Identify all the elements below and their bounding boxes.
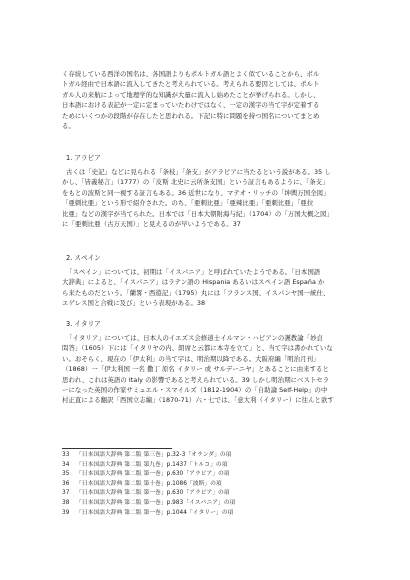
footnote [62,500,354,507]
body-text-line: 日本語における表記が一定に定まっていたわけではなく、一定の漢字の当て字が定着する [62,101,320,110]
body-text-line: かし、「皆義秘言」（1777）の「皮斯 北史に云所条支国」という証言もあるように、「条支」 [62,178,329,187]
body-text-line: い。おそらく、現在の「伊太利」の当て字は、明治期以降である。大阪府編「明治月刊」 [62,354,320,363]
footnote-number: 37 [62,490,70,497]
body-text-line: 問答」（1605）下には「イタリヤの内、朗席と云都に本寺を立て」と、当て字は書かれていな [62,344,333,353]
footnote [62,510,354,517]
footnote-text: 「日本国語大辞典 第二版 第九巻」p.1437「トルコ」の項 [76,461,228,468]
footnote-text: 「日本国語大辞典 第二版 第一巻」p.1044「イタリー」の項 [76,509,234,516]
body-text-line: く存続している西洋の国名は、各国語よりもポルトガル語とよく似ていることから、ポル [62,70,320,78]
body-text-line: ら来たものだという。「蘭畧・西遊記」（1795）丸には「フランス国、イスパンヤ国一統仕、 [62,288,330,297]
footnote-number: 39 [62,509,70,516]
section-heading: 1. アラビア [66,154,101,162]
body-text-line: （1868）一「伊太利国 一名 撒丁 原名 イタリー 或 サルデーニヤ」とあることに由来すると [62,365,329,374]
body-text-line: トガル経由で日本語に流入してきたと考えられている。考えられる要因としては、ポルト [62,80,320,89]
footnote [62,490,354,497]
footnote-text: 「日本国語大辞典 第二版 第一巻」p.630「アラビア」の項 [76,471,230,478]
section-heading: 2. スペイン [66,254,101,262]
footnote-separator [62,448,172,449]
footnote-number: 38 [62,500,70,506]
footnote-number: 35 [62,471,70,478]
footnote-text: 「日本国語大辞典 第二版 第一巻」p.983「イスパニア」の項 [76,500,236,506]
body-text-line: 思われ、これは英語の Italy の影響であると考えられている。39 しかし明治期にベストセラ [62,375,330,384]
footnote [62,481,354,488]
body-text-line: 比亜」などの漢字が当てられた。日本では「日本大朝附海与紀」（1704）の「万国大概之図」 [62,209,333,218]
body-text-line: 古くは「史記」などに見られる「条枝」「条支」がアラビアに当たるという説がある。35 し [66,168,331,176]
footnote [62,462,354,469]
section-heading: 3. イタリア [66,320,101,328]
footnote-text: 「日本国語大辞典 第二版 第三巻」p.32-3「オランダ」の項 [76,452,232,458]
body-text-line: をもとの波斯と同一視する証言もある。36 近世になり、マテオ・リッチの「坤輿万国全図」 [62,188,330,197]
body-text-line: ガル人の来航によって地理学的な知識が大量に流入し始めたことが挙げられる。しかし、 [62,90,320,99]
footnote-number: 36 [62,480,70,487]
body-text-line: 「亜刺比亜」という形で紹介された。のち、「亜剌比亜」「亜辣比亜」「亜刺比亜」「亜拉 [62,199,314,208]
footnote-text: 「日本国語大辞典 第二版 第一巻」p.630「アラビア」の項 [76,490,230,497]
body-text-line: ーになった英国の作家サミュエル・スマイルズ（1812-1904）の「自助論 Self-Help」の中 [62,386,328,394]
body-text-line: ためにいくつかの段階が存在したと思われる。下記に特に問題を持つ国名についてまとめ [62,111,320,120]
body-text-line: 村正直による翻訳「西国立志編」（1870-71）六・七では、「意大利（イタリー）に往んと欲す [62,396,334,405]
body-text-line: エゲレス国と合戦に及び」という表現がある。38 [62,299,206,308]
footnote-number: 34 [62,461,70,468]
footnote-number: 33 [62,452,70,458]
body-text-line: る。 [62,122,75,130]
body-text-line: 「スペイン」については、初期は「イスパニア」と呼ばれていたようである。「日本国語 [66,268,321,276]
footnote [62,452,354,459]
footnote-text: 「日本国語大辞典 第二版 第十巻」p.1086「波斯」の項 [76,480,222,487]
body-text-line: 大辞典」によると、「イスパニア」はラテン語の Hispania あるいはスペイン語 España か [62,278,325,287]
body-text-line: 「イタリア」については、日本人のイエズス会修道士イルマン・ハビアンの護教論「妙貞 [66,334,323,342]
body-text-line: に「亜剌比亜（古万天国）」と見えるのが早いようである。37 [62,220,241,228]
footnote [62,471,354,478]
